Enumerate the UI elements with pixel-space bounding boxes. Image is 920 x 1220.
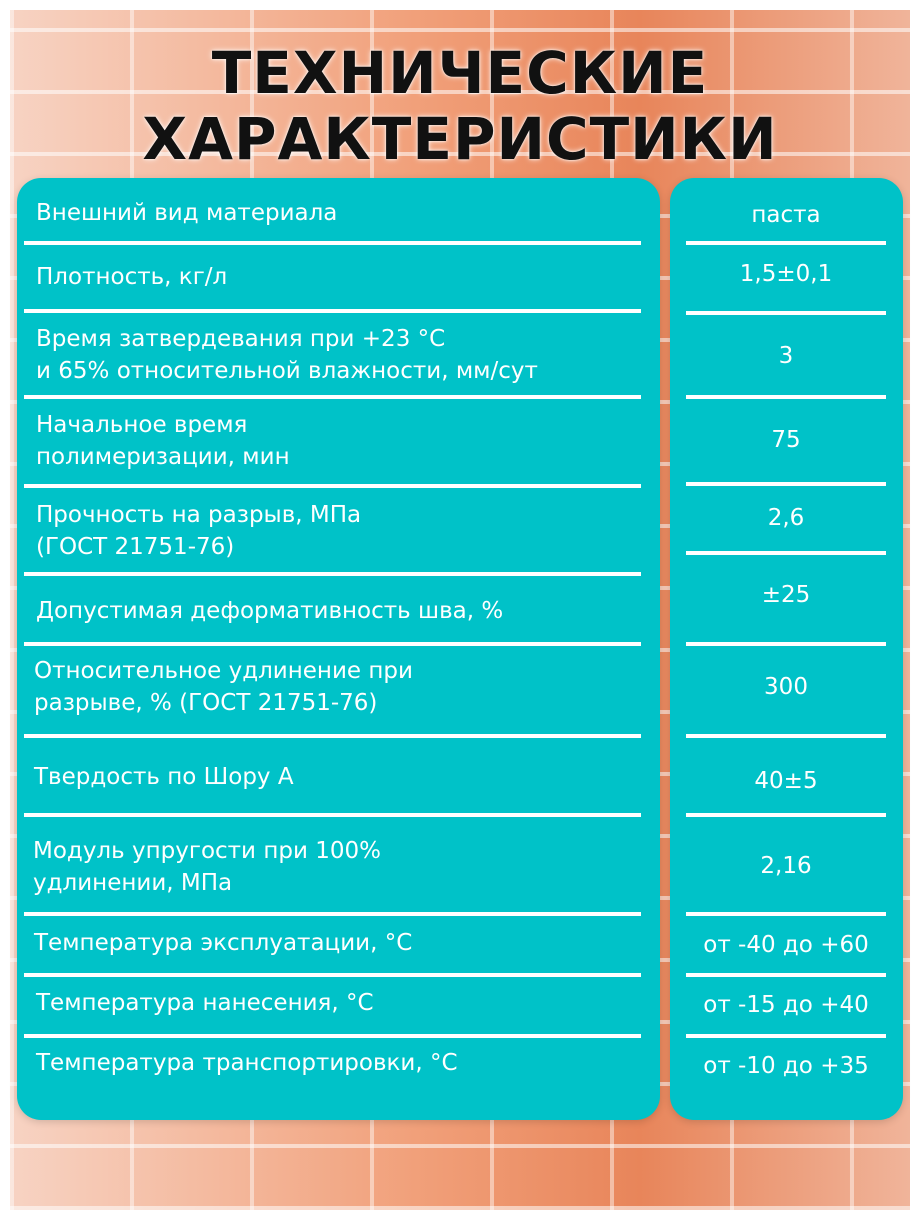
value-divider (686, 973, 886, 977)
row-divider (24, 395, 641, 399)
value-divider (686, 551, 886, 555)
property-label-curing-time: Время затвердевания при +23 °С и 65% относительной влажности, мм/сут (36, 326, 538, 384)
row-divider (24, 484, 641, 488)
row-divider (24, 734, 641, 738)
property-value-elongation: 300 (764, 674, 808, 700)
value-divider (686, 912, 886, 916)
property-label-operating-temperature: Температура эксплуатации, °С (34, 930, 413, 956)
property-value-operating-temperature: от -40 до +60 (703, 932, 869, 958)
value-divider (686, 813, 886, 817)
property-label-deformation: Допустимая деформативность шва, % (36, 598, 504, 624)
property-value-shore-hardness: 40±5 (754, 768, 818, 794)
property-label-tensile-strength: Прочность на разрыв, МПа (ГОСТ 21751-76) (36, 502, 362, 560)
values-panel (670, 178, 903, 1120)
property-value-deformation: ±25 (761, 582, 811, 608)
property-label-elastic-modulus: Модуль упругости при 100% удлинении, МПа (33, 838, 381, 896)
property-label-density: Плотность, кг/л (36, 264, 228, 290)
value-divider (686, 395, 886, 399)
property-label-application-temperature: Температура нанесения, °С (36, 990, 374, 1016)
row-divider (24, 241, 641, 245)
value-divider (686, 642, 886, 646)
value-divider (686, 241, 886, 245)
property-label-polymerization-time: Начальное время полимеризации, мин (36, 412, 290, 470)
row-divider (24, 912, 641, 916)
value-divider (686, 482, 886, 486)
property-value-curing-time: 3 (778, 343, 794, 369)
property-label-elongation: Относительное удлинение при разрыве, % (ГОСТ 21751-76) (34, 658, 413, 716)
property-value-elastic-modulus: 2,16 (760, 853, 812, 879)
value-divider (686, 311, 886, 315)
row-divider (24, 973, 641, 977)
property-label-transport-temperature: Температура транспортировки, °С (36, 1050, 458, 1076)
value-divider (686, 1034, 886, 1038)
row-divider (24, 813, 641, 817)
properties-panel (17, 178, 660, 1120)
row-divider (24, 309, 641, 313)
property-value-density: 1,5±0,1 (739, 261, 833, 287)
property-value-tensile-strength: 2,6 (767, 505, 805, 531)
page-title (0, 40, 920, 172)
row-divider (24, 642, 641, 646)
title-line-1: ТЕХНИЧЕСКИЕ (211, 39, 709, 107)
property-value-appearance: паста (751, 202, 821, 228)
row-divider (24, 572, 641, 576)
property-value-application-temperature: от -15 до +40 (703, 992, 869, 1018)
property-label-appearance: Внешний вид материала (36, 200, 338, 226)
title-line-2: ХАРАКТЕРИСТИКИ (142, 105, 778, 173)
property-value-polymerization-time: 75 (771, 427, 801, 453)
value-divider (686, 734, 886, 738)
property-value-transport-temperature: от -10 до +35 (703, 1053, 869, 1079)
property-label-shore-hardness: Твердость по Шору А (34, 764, 294, 790)
row-divider (24, 1034, 641, 1038)
